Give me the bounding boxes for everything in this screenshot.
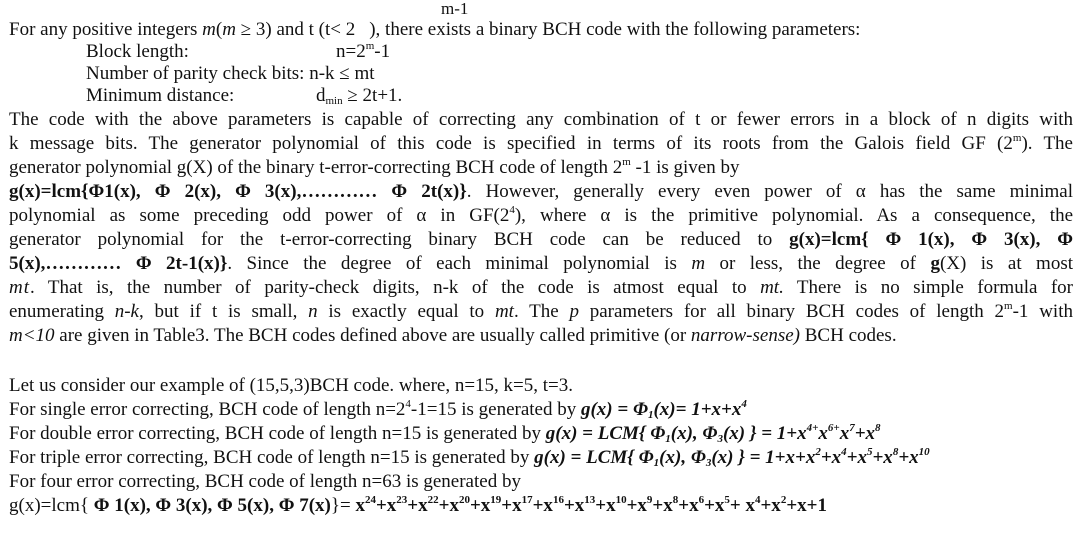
param-value: $d_{min} \ge 2t+1$. (316, 85, 403, 107)
paragraph-line: generator polynomial for the t-error-correcting binary BCH code can be reduced to g(x)=lcm{ Φ 1(x), Φ 3(x), Φ (9, 229, 1073, 250)
param-parity-bits (86, 63, 375, 85)
paragraph-line: 5(x),………… Φ 2t-1(x)}. Since the degree of each minimal polynomial is m or less, the degree of g(X) is at most (9, 253, 1073, 274)
example-double-error: For double error correcting, BCH code of length n=15 is generated by g(x) = LCM{ $\Phi_1(x)$, $\Phi_3(x)$ } = $1+x^{4+}x^{6+}x^7+x^8$ (9, 422, 881, 445)
generator-polynomial-formula: g(x)=lcm{Φ1(x), Φ 2(x), Φ 3(x),………… Φ 2t(x)} (9, 181, 467, 202)
param-label: Block length: (86, 41, 189, 62)
example-triple-error: For triple error correcting, BCH code of length n=15 is generated by g(x) = LCM{ $\Phi_1(x)$, $\Phi_3(x)$ } = $1+x+x^2+x^4+x^5+x^8+x^{10}$ (9, 446, 930, 469)
param-label: Minimum distance: (86, 85, 235, 106)
intro-line: For any positive integers m(m ≥ 3) and t (t< 2 ), there exists a binary BCH code with the following parameters: (9, 19, 861, 40)
example-four-error-polynomial: g(x)=lcm{ Φ 1(x), Φ 3(x), Φ 5(x), Φ $7(x)\}= x^{24}+x^{23}+x^{22}+x^{20}+x^{19}+x^{17}+x^{16}+x^{13}+x^{10}+x^9+x^8+x^6+x^5+ x^4+x^2+x+1$ (9, 494, 827, 516)
param-label: Number of parity check bits: (86, 63, 305, 84)
reduced-generator-formula: g(x)=lcm{ Φ 1(x), Φ 3(x), Φ (789, 229, 1073, 250)
paragraph-line: generator polynomial g(X) of the binary t-error-correcting BCH code of length 2$^m$ -1 is given by (9, 156, 740, 178)
param-value: n-k ≤ mt (309, 63, 375, 84)
paragraph-line: enumerating n-k, but if t is small, n is exactly equal to mt. The p parameters for all binary BCH codes of length 2$^m$-1 with (9, 300, 1073, 322)
exponent-m-minus-1: m-1 (441, 0, 469, 18)
param-min-distance (86, 85, 234, 107)
example-intro: Let us consider our example of (15,5,3)BCH code. where, n=15, k=5, t=3. (9, 375, 574, 396)
example-single-error: For single error correcting, BCH code of length $n=2^4-1=15$ is generated by $g(x) = \Phi_1(x)= 1+x+x^4$ (9, 398, 747, 421)
paragraph-line: mt. That is, the number of parity-check digits, n-k of the code is atmost equal to mt. There is no simple formula for (9, 277, 1073, 298)
paragraph-line: m<10 are given in Table3. The BCH codes defined above are usually called primitive (or narrow-sense) BCH codes. (9, 325, 897, 346)
paragraph-line: g(x)=lcm{Φ1(x), Φ 2(x), Φ 3(x),………… Φ 2t(x)}. However, generally every even power of α has the same minimal (9, 181, 1073, 202)
paragraph-line: polynomial as some preceding odd power of α in $GF(2^4)$, where α is the primitive polynomial. As a consequence, the (9, 204, 1074, 226)
paragraph-line: k message bits. The generator polynomial of this code is specified in terms of its roots from the Galois field GF (2$^m$). The (9, 132, 1073, 154)
paragraph-line: The code with the above parameters is capable of correcting any combination of t or fewer errors in a block of n digits with (9, 109, 1073, 130)
param-block-length (86, 41, 189, 63)
param-value: $n=2^m-1$ (336, 40, 391, 62)
example-four-error: For four error correcting, BCH code of length n=63 is generated by (9, 471, 521, 492)
